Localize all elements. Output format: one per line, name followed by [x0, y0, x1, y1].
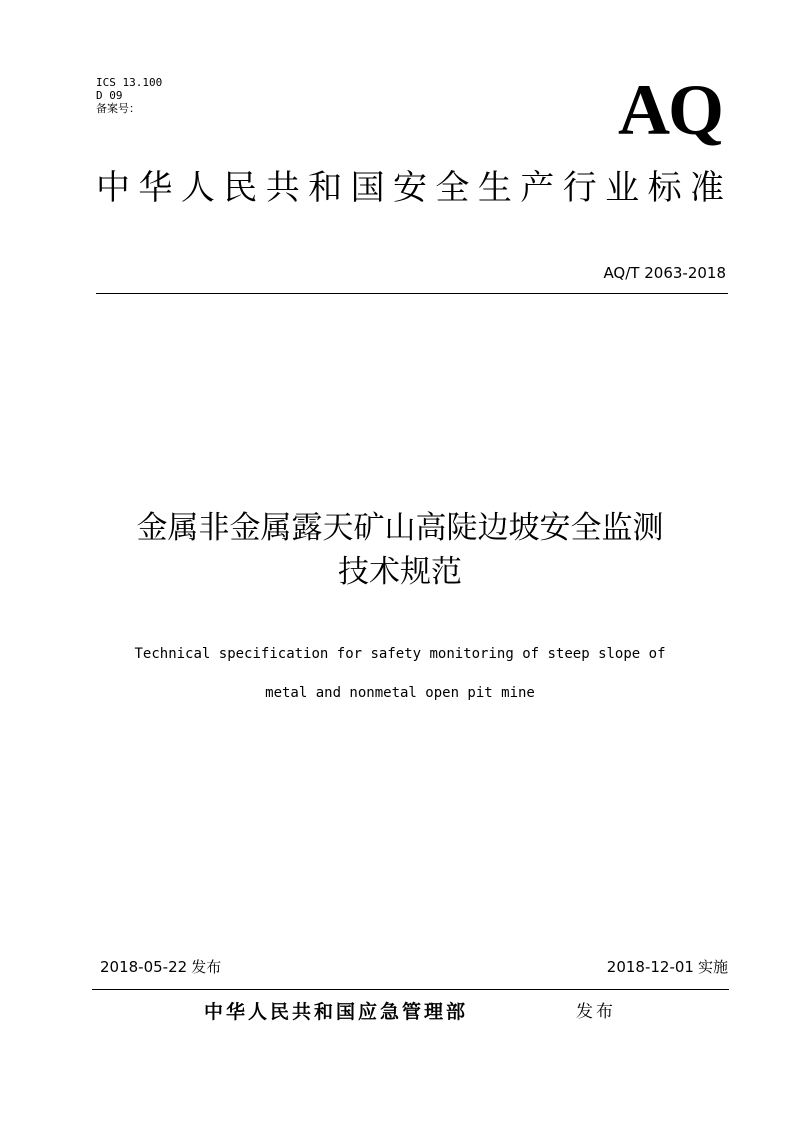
classification-code: D 09 — [96, 89, 123, 102]
standard-number: AQ/T 2063-2018 — [603, 264, 726, 282]
issuing-authority: 中华人民共和国应急管理部 — [204, 1001, 469, 1023]
top-divider — [96, 293, 728, 294]
record-number-label: 备案号： — [96, 102, 140, 115]
standard-organization-title: 中华人民共和国安全生产行业标准 — [96, 168, 726, 208]
chinese-title-line-1: 金属非金属露天矿山高陡边坡安全监测 — [136, 510, 664, 546]
publish-date-value: 2018-05-22 — [100, 958, 188, 976]
bottom-divider — [92, 989, 729, 990]
implement-date-value: 2018-12-01 — [606, 958, 694, 976]
ics-code: ICS 13.100 — [96, 76, 163, 89]
issuing-authority-suffix: 发布 — [576, 1002, 616, 1022]
english-title-line-2: metal and nonmetal open pit mine — [265, 685, 535, 701]
publish-date — [100, 958, 221, 976]
implement-label: 实施 — [697, 958, 728, 976]
implement-date — [607, 958, 728, 976]
aq-logo: AQ — [618, 70, 722, 150]
english-title-line-1: Technical specification for safety monitoring of steep slope of — [134, 646, 666, 662]
chinese-title-line-2: 技术规范 — [338, 554, 462, 590]
publish-label: 发布 — [191, 958, 222, 976]
